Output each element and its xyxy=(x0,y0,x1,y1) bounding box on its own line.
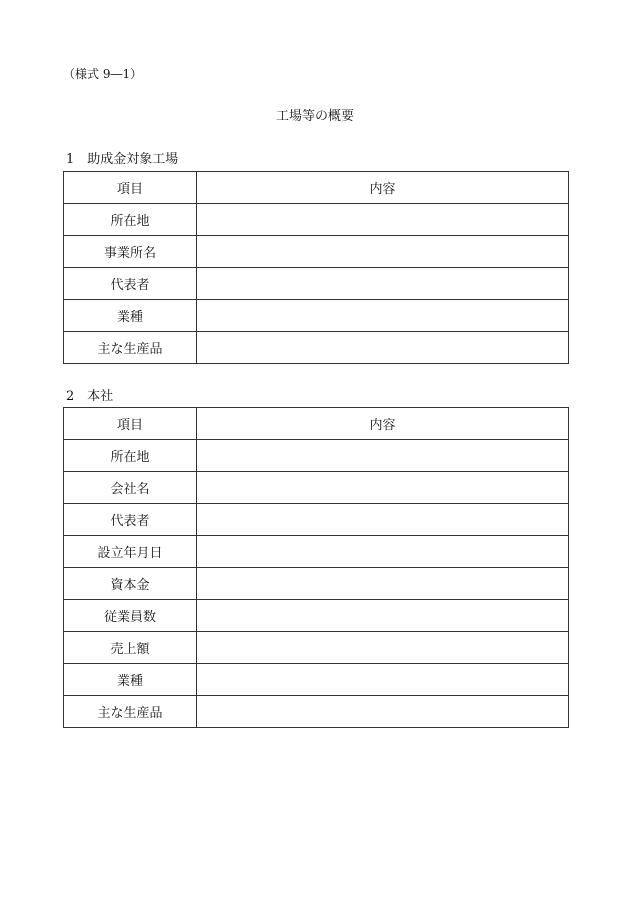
row-value-cell[interactable] xyxy=(197,268,569,300)
header-item: 項目 xyxy=(64,172,197,204)
row-value-cell[interactable] xyxy=(197,236,569,268)
table-row xyxy=(64,236,569,268)
table-header-row xyxy=(64,172,569,204)
row-label: 業種 xyxy=(64,300,197,332)
row-label: 従業員数 xyxy=(64,600,197,632)
row-value-cell[interactable] xyxy=(197,632,569,664)
section-heading-headquarters: 2 本社 xyxy=(66,389,114,404)
factory-table xyxy=(63,171,569,364)
table-header-row xyxy=(64,408,569,440)
row-label: 主な生産品 xyxy=(64,332,197,364)
headquarters-table xyxy=(63,407,569,728)
row-value-cell[interactable] xyxy=(197,504,569,536)
row-value-cell[interactable] xyxy=(197,568,569,600)
row-label: 業種 xyxy=(64,664,197,696)
table-row xyxy=(64,504,569,536)
row-label: 所在地 xyxy=(64,204,197,236)
row-value-cell[interactable] xyxy=(197,332,569,364)
row-label: 設立年月日 xyxy=(64,536,197,568)
row-label: 資本金 xyxy=(64,568,197,600)
table-row xyxy=(64,300,569,332)
table-row xyxy=(64,536,569,568)
row-label: 売上額 xyxy=(64,632,197,664)
header-content: 内容 xyxy=(197,172,569,204)
table-row xyxy=(64,664,569,696)
row-label: 所在地 xyxy=(64,440,197,472)
table-row xyxy=(64,696,569,728)
table-row xyxy=(64,568,569,600)
row-value-cell[interactable] xyxy=(197,204,569,236)
row-label: 代表者 xyxy=(64,268,197,300)
header-content: 内容 xyxy=(197,408,569,440)
table-row xyxy=(64,204,569,236)
row-value-cell[interactable] xyxy=(197,536,569,568)
form-number: （様式 9―1） xyxy=(63,67,143,81)
table-row xyxy=(64,632,569,664)
table-row xyxy=(64,332,569,364)
page-title: 工場等の概要 xyxy=(275,109,354,124)
row-label: 代表者 xyxy=(64,504,197,536)
row-value-cell[interactable] xyxy=(197,472,569,504)
row-label: 主な生産品 xyxy=(64,696,197,728)
table-row xyxy=(64,472,569,504)
row-label: 事業所名 xyxy=(64,236,197,268)
row-value-cell[interactable] xyxy=(197,696,569,728)
row-value-cell[interactable] xyxy=(197,300,569,332)
row-value-cell[interactable] xyxy=(197,600,569,632)
table-row xyxy=(64,440,569,472)
row-label: 会社名 xyxy=(64,472,197,504)
table-row xyxy=(64,600,569,632)
header-item: 項目 xyxy=(64,408,197,440)
row-value-cell[interactable] xyxy=(197,664,569,696)
table-row xyxy=(64,268,569,300)
section-heading-factory: 1 助成金対象工場 xyxy=(66,152,179,167)
row-value-cell[interactable] xyxy=(197,440,569,472)
